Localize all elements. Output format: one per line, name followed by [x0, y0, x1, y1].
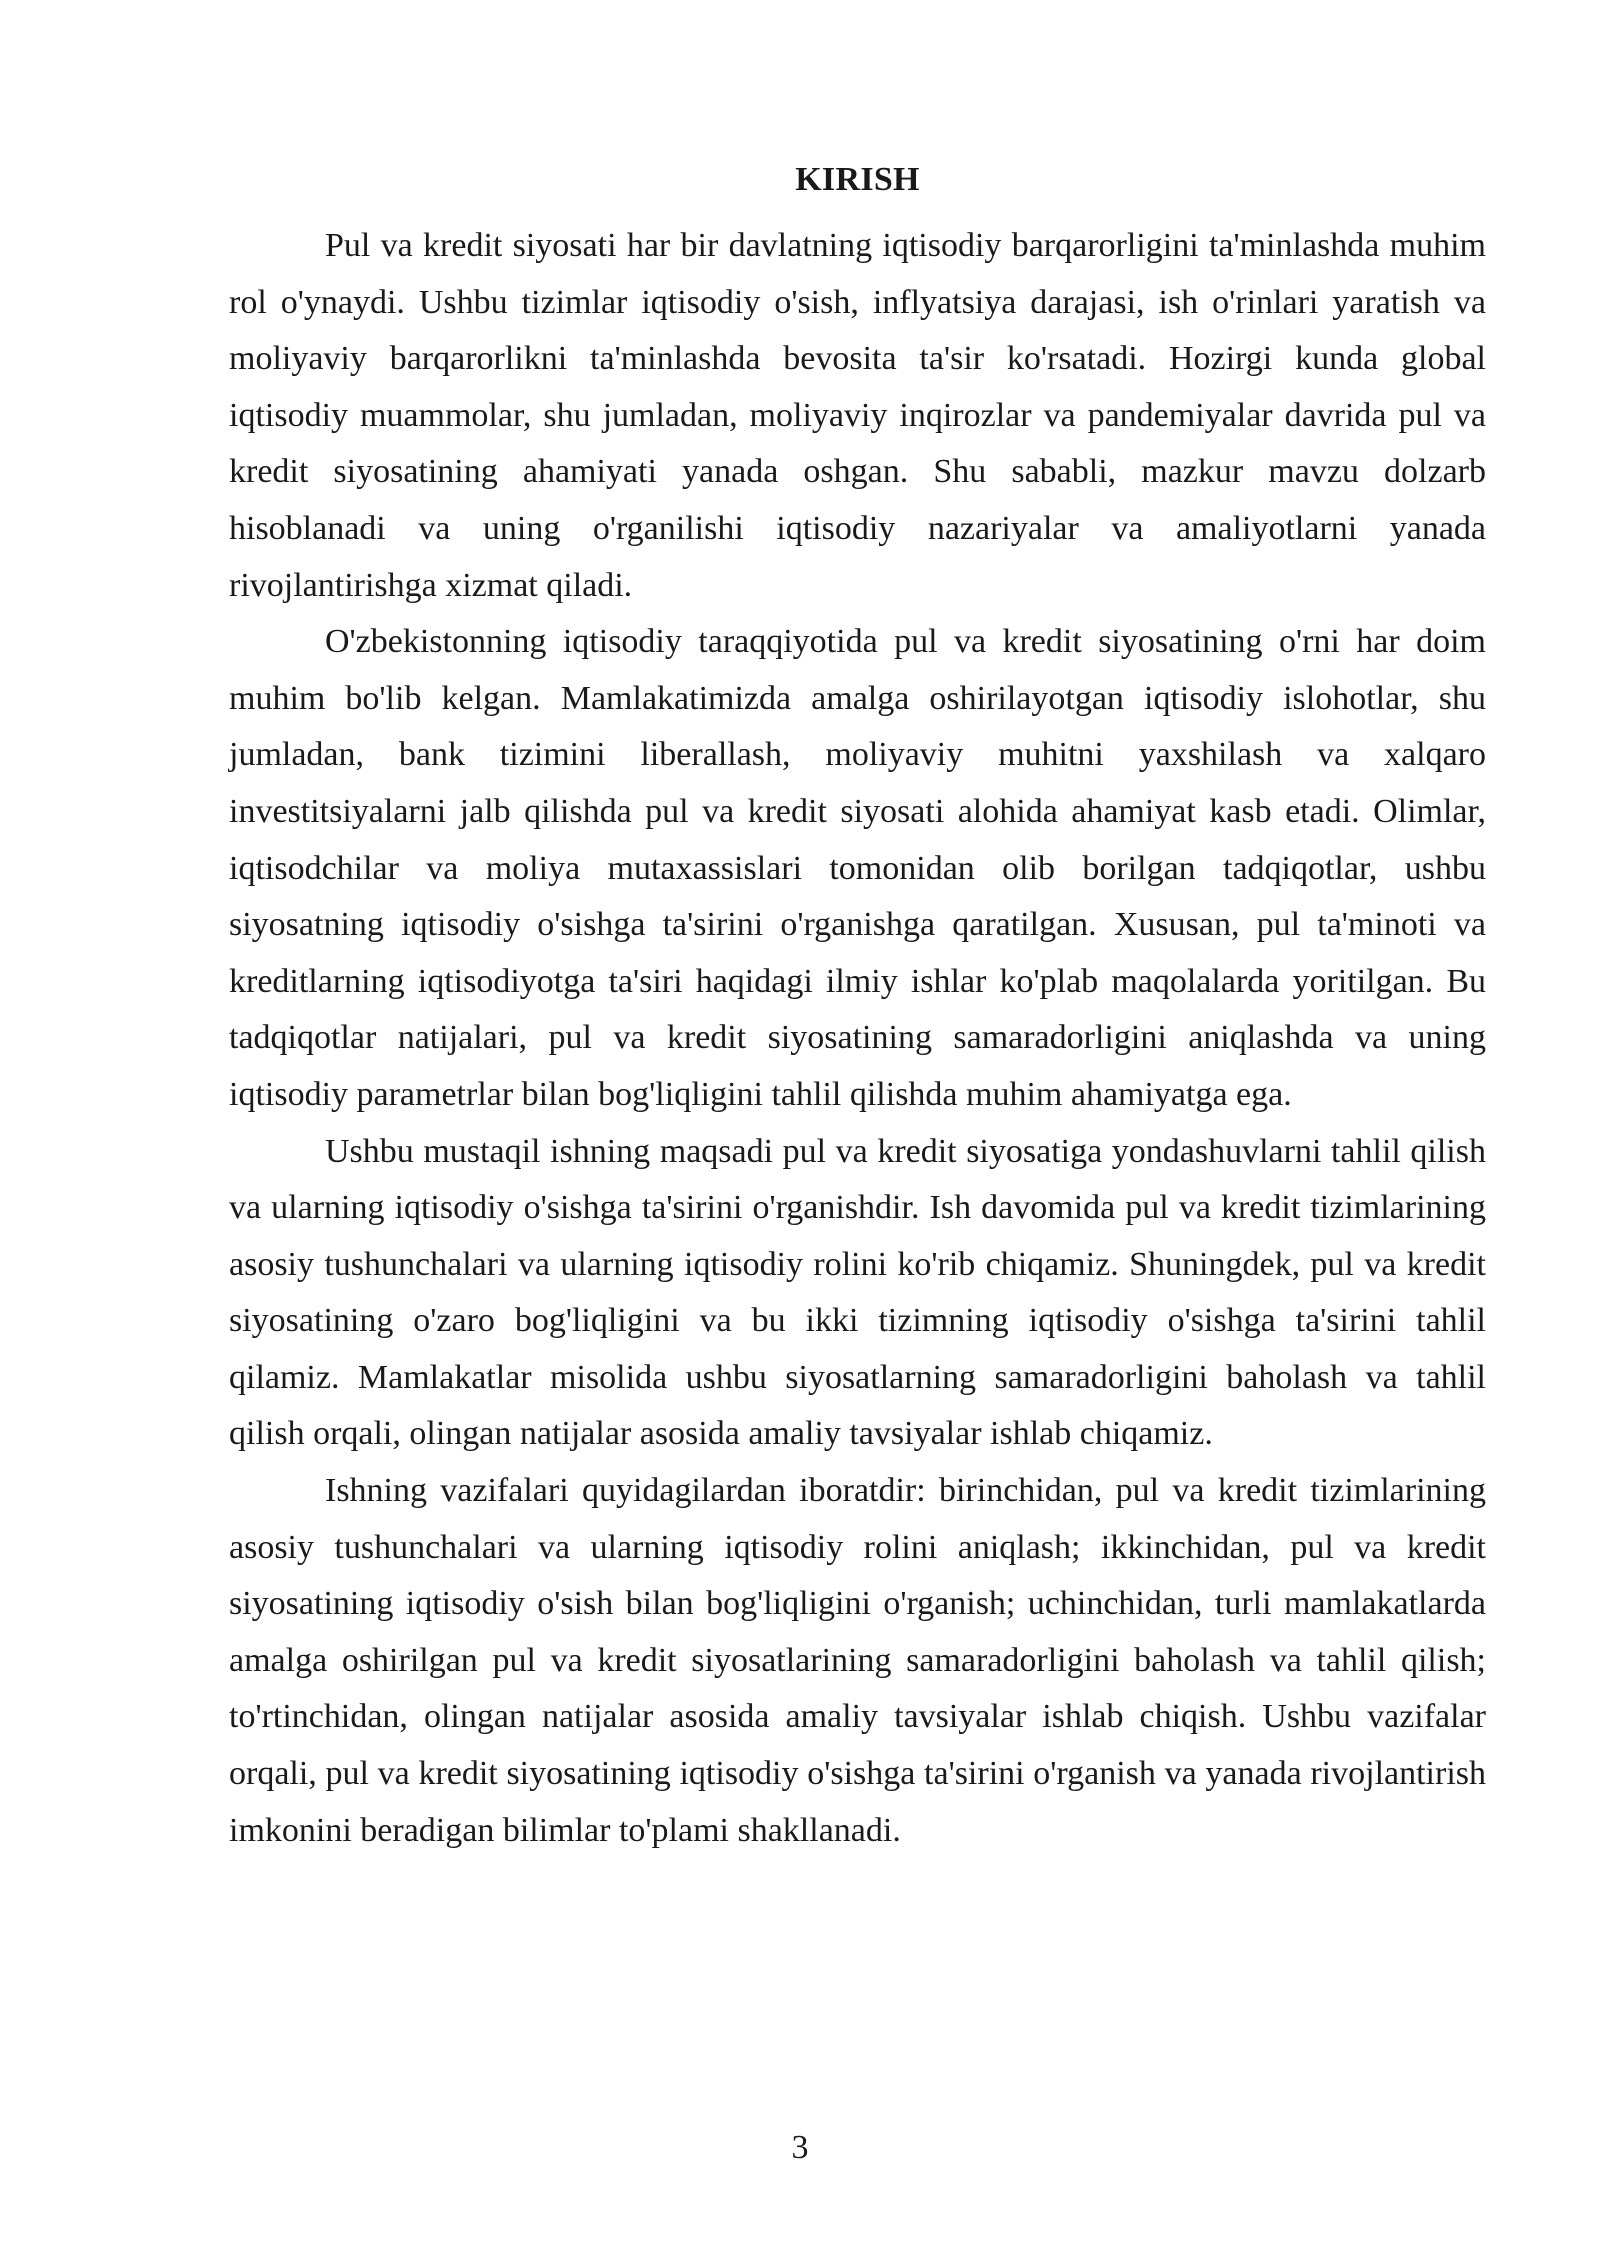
page-number: 3: [791, 2129, 809, 2166]
paragraph-2: O'zbekistonning iqtisodiy taraqqiyotida pul va kredit siyosatining o'rni har doim muhim bo'lib kelgan. Mamlakatimizda amalga oshirilayotgan iqtisodiy islohotlar, shu jumladan, bank tizimini liberallash, moliyaviy muhitni yaxshilash va xalqaro investitsiyalarni jalb qilishda pul va kredit siyosati alohida ahamiyat kasb etadi. Olimlar, iqtisodchilar va moliya mutaxassislari tomonidan olib borilgan tadqiqotlar, ushbu siyosatning iqtisodiy o'sishga ta'sirini o'rganishga qaratilgan. Xususan, pul ta'minoti va kreditlarning iqtisodiyotga ta'siri haqidagi ilmiy ishlar ko'plab maqolalarda yoritilgan. Bu tadqiqotlar natijalari, pul va kredit siyosatining samaradorligini aniqlashda va uning iqtisodiy parametrlar bilan bog'liqligini tahlil qilishda muhim ahamiyatga ega.: [229, 623, 1486, 1113]
page-content: [229, 160, 1486, 1859]
section-title: KIRISH: [795, 161, 920, 198]
paragraph-3: Ushbu mustaqil ishning maqsadi pul va kredit siyosatiga yondashuvlarni tahlil qilish va ularning iqtisodiy o'sishga ta'sirini o'rganishdir. Ish davomida pul va kredit tizimlarining asosiy tushunchalari va ularning iqtisodiy rolini ko'rib chiqamiz. Shuningdek, pul va kredit siyosatining o'zaro bog'liqligini va bu ikki tizimning iqtisodiy o'sishga ta'sirini tahlil qilamiz. Mamlakatlar misolida ushbu siyosatlarning samaradorligini baholash va tahlil qilish orqali, olingan natijalar asosida amaliy tavsiyalar ishlab chiqamiz.: [229, 1132, 1486, 1453]
paragraph-1: Pul va kredit siyosati har bir davlatning iqtisodiy barqarorligini ta'minlashda muhim rol o'ynaydi. Ushbu tizimlar iqtisodiy o'sish, inflyatsiya darajasi, ish o'rinlari yaratish va moliyaviy barqarorlikni ta'minlashda bevosita ta'sir ko'rsatadi. Hozirgi kunda global iqtisodiy muammolar, shu jumladan, moliyaviy inqirozlar va pandemiyalar davrida pul va kredit siyosatining ahamiyati yanada oshgan. Shu sababli, mazkur mavzu dolzarb hisoblanadi va uning o'rganilishi iqtisodiy nazariyalar va amaliyotlarni yanada rivojlantirishga xizmat qiladi.: [229, 227, 1486, 604]
paragraph-4: Ishning vazifalari quyidagilardan iboratdir: birinchidan, pul va kredit tizimlarining asosiy tushunchalari va ularning iqtisodiy rolini aniqlash; ikkinchidan, pul va kredit siyosatining iqtisodiy o'sish bilan bog'liqligini o'rganish; uchinchidan, turli mamlakatlarda amalga oshirilgan pul va kredit siyosatlarining samaradorligini baholash va tahlil qilish; to'rtinchidan, olingan natijalar asosida amaliy tavsiyalar ishlab chiqish. Ushbu vazifalar orqali, pul va kredit siyosatining iqtisodiy o'sishga ta'sirini o'rganish va yanada rivojlantirish imkonini beradigan bilimlar to'plami shakllanadi.: [229, 1472, 1486, 1849]
